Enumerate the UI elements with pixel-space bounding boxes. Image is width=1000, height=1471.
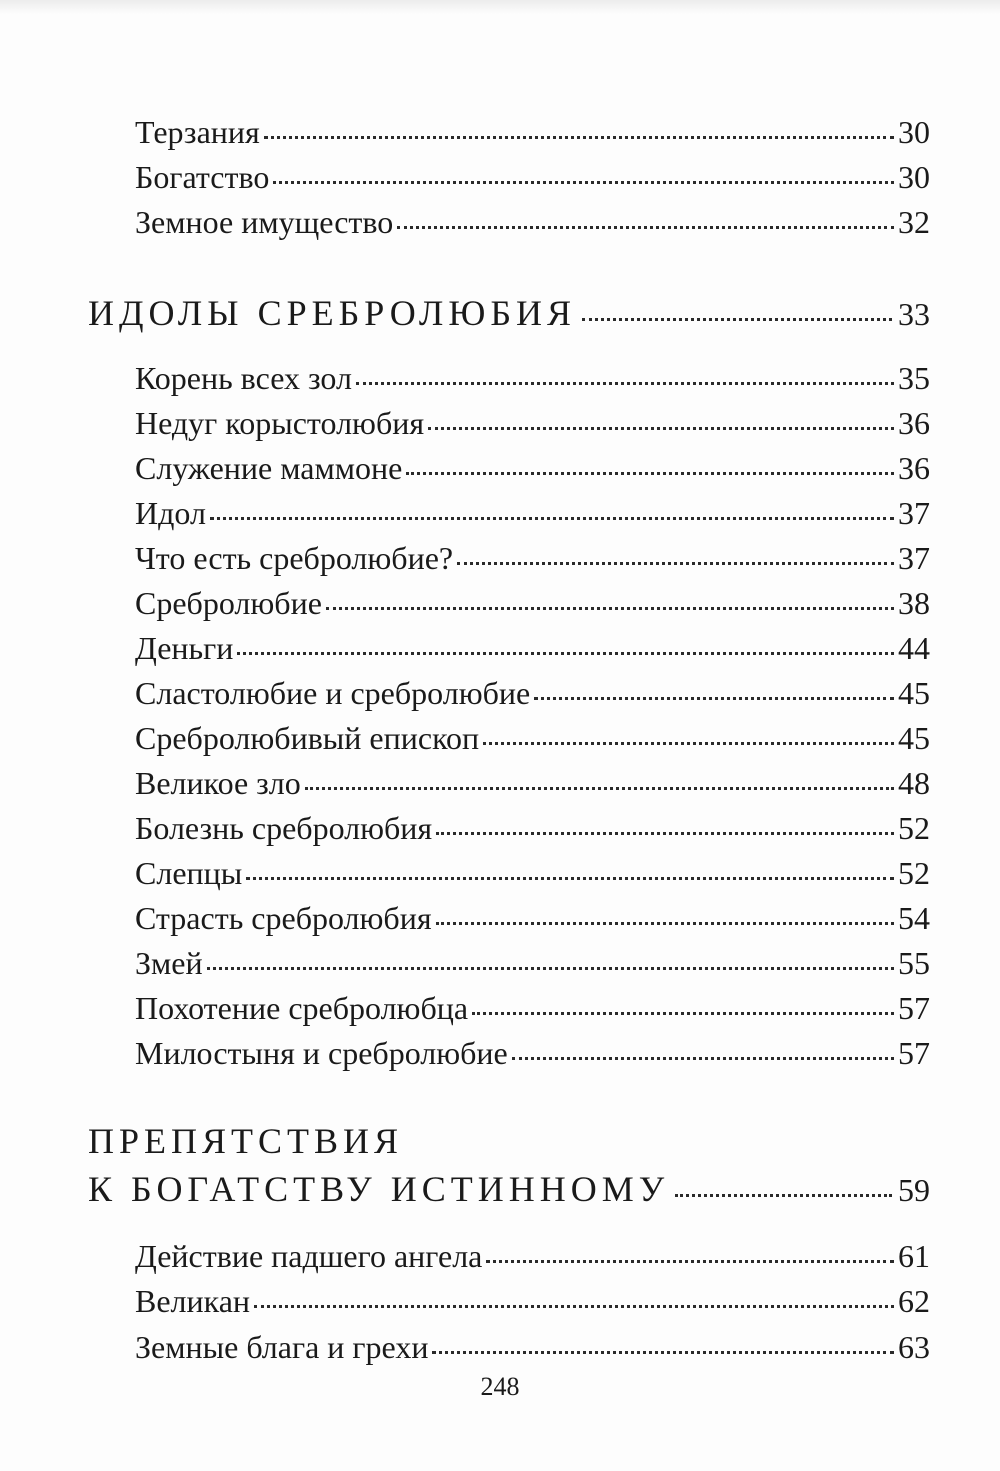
dot-leader (305, 787, 894, 790)
toc-entry-title: Сребролюбие (135, 585, 322, 621)
toc-entry-title: Богатство (135, 159, 270, 195)
dot-leader (582, 318, 892, 321)
dot-leader (512, 1057, 894, 1060)
toc-entry-title: Что есть сребролюбие? (135, 540, 454, 576)
toc-entry (135, 808, 930, 848)
toc-entry-title: Сребролюбивый епископ (135, 720, 480, 756)
dot-leader (264, 136, 894, 139)
dot-leader (237, 652, 894, 655)
dot-leader (675, 1194, 892, 1197)
toc-entry-title: Идол (135, 495, 206, 531)
toc-entry (135, 718, 930, 758)
toc-entry-title: Действие падшего ангела (135, 1238, 483, 1274)
page-number: 248 (480, 1372, 520, 1401)
section-page: 59 (898, 1172, 930, 1208)
section-heading (88, 292, 930, 334)
toc-entry (135, 628, 930, 668)
toc-entry (135, 403, 930, 443)
toc-entry-title: Великое зло (135, 765, 301, 801)
toc-entry-title: Служение маммоне (135, 450, 403, 486)
toc-entry-title: Земное имущество (135, 204, 394, 240)
toc-entry (135, 358, 930, 398)
dot-leader (432, 1351, 894, 1354)
toc-entry (135, 448, 930, 488)
toc-entry (135, 202, 930, 242)
section-title: ИДОЛЫ СРЕБРОЛЮБИЯ (88, 293, 577, 333)
toc-entry (135, 988, 930, 1028)
toc-entry-page: 63 (898, 1329, 930, 1365)
toc-entry-page: 37 (898, 540, 930, 576)
dot-leader (210, 517, 894, 520)
toc-entry-page: 30 (898, 114, 930, 150)
toc-entry-page: 62 (898, 1283, 930, 1319)
toc-entry-title: Терзания (135, 114, 260, 150)
toc-entry-title: Болезнь сребролюбия (135, 810, 433, 846)
toc-entry-title: Страсть сребролюбия (135, 900, 432, 936)
toc-entry (135, 1327, 930, 1367)
toc-entry (135, 1281, 930, 1321)
toc-entry (135, 1033, 930, 1073)
section-heading (88, 1168, 930, 1210)
dot-leader (207, 967, 894, 970)
dot-leader (246, 877, 894, 880)
toc-entry (135, 763, 930, 803)
dot-leader (273, 181, 894, 184)
dot-leader (397, 226, 894, 229)
toc-entry-title: Земные блага и грехи (135, 1329, 429, 1365)
toc-entry (135, 853, 930, 893)
toc-entry (135, 493, 930, 533)
toc-entry (135, 898, 930, 938)
section-title-line1: ПРЕПЯТСТВИЯ (88, 1121, 404, 1161)
toc-entry-title: Слепцы (135, 855, 243, 891)
toc-entry-title: Корень всех зол (135, 360, 352, 396)
toc-entry (135, 112, 930, 152)
section-page: 33 (898, 296, 930, 332)
toc-entry-page: 35 (898, 360, 930, 396)
dot-leader (436, 832, 894, 835)
toc-entry (135, 157, 930, 197)
section-title-line2: К БОГАТСТВУ ИСТИННОМУ (88, 1169, 670, 1209)
toc-entry-page: 36 (898, 405, 930, 441)
toc-entry-page: 54 (898, 900, 930, 936)
toc-entry-page: 45 (898, 720, 930, 756)
dot-leader (472, 1012, 894, 1015)
toc-entry-page: 52 (898, 855, 930, 891)
dot-leader (428, 427, 894, 430)
toc-entry-title: Змей (135, 945, 203, 981)
dot-leader (483, 742, 894, 745)
toc-entry-page: 38 (898, 585, 930, 621)
toc-entry-title: Похотение сребролюбца (135, 990, 469, 1026)
toc-entry-title: Милостыня и сребролюбие (135, 1035, 508, 1071)
toc-entry (135, 1236, 930, 1276)
toc-entry-title: Недуг корыстолюбия (135, 405, 425, 441)
toc-entry-page: 32 (898, 204, 930, 240)
toc-entry-page: 61 (898, 1238, 930, 1274)
dot-leader (457, 562, 894, 565)
toc-entry-page: 44 (898, 630, 930, 666)
dot-leader (534, 697, 894, 700)
dot-leader (486, 1260, 894, 1263)
toc-entry-page: 36 (898, 450, 930, 486)
toc-entry-page: 30 (898, 159, 930, 195)
dot-leader (356, 382, 894, 385)
toc-entry-page: 57 (898, 1035, 930, 1071)
dot-leader (406, 472, 894, 475)
toc-entry-page: 48 (898, 765, 930, 801)
dot-leader (326, 607, 894, 610)
toc-entry (135, 943, 930, 983)
page-edge-shade (0, 0, 1000, 14)
toc-entry-page: 37 (898, 495, 930, 531)
toc-entry (135, 538, 930, 578)
toc-entry-title: Великан (135, 1283, 251, 1319)
toc-entry-title: Сластолюбие и сребролюбие (135, 675, 531, 711)
dot-leader (436, 922, 894, 925)
toc-entry-page: 57 (898, 990, 930, 1026)
toc-entry-page: 55 (898, 945, 930, 981)
toc-entry-page: 52 (898, 810, 930, 846)
toc-entry-page: 45 (898, 675, 930, 711)
toc-entry-title: Деньги (135, 630, 234, 666)
toc-entry (135, 673, 930, 713)
toc-entry (135, 583, 930, 623)
dot-leader (254, 1305, 894, 1308)
